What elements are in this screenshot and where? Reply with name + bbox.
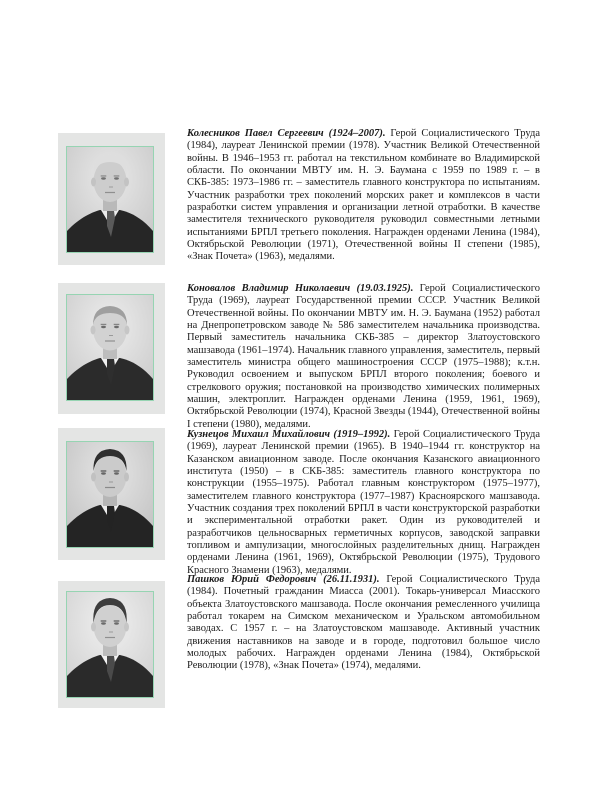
photo-frame [58,428,165,560]
person-bio: Герой Социалистического Труда (1984), лауреат Ленинской премии (1978). Участник Великой Отечественной войны. В 1946–1953 гг. работал на текстильном комбинате во Владимирской области. По окончании МВТУ им. Н. Э. Баумана с 1959 по 1989 г. – в СКБ-385: 1973–1986 гг. – заместитель главного конструктора по испытаниям. Участник разработки трех поколений морских ракет и комплексов в части разработки систем управления и организации летной отработки. В качестве заместителя технического руководителя руководил совместными летными испытаниями БРПЛ третьего поколения. Награжден орденами Ленина (1984), Октябрьской Революции (1971), Отечественной войны II степени (1985), «Знак Почета» (1963), медалями. [187,128,540,263]
biography-text [187,283,540,431]
portrait-illustration [67,442,153,547]
portrait-illustration [67,592,153,697]
photo-frame [58,133,165,265]
portrait-illustration [67,295,153,400]
photo-frame [58,581,165,708]
photo-frame [58,283,165,414]
portrait-photo [66,294,154,401]
biography-text [187,128,540,264]
person-bio: Герой Социалистического Труда (1969), лауреат Государственной премии СССР. Участник Великой Отечественной войны. По окончании МВТУ им. Н. Э. Баумана (1952) работал на Днепропетровском заводе № 586 заместителем начальника производства. Первый заместитель начальника СКБ-385 – директор Златоустовского машзавода (1961–1974). Начальник главного управления, заместитель, первый заместитель министра общего машиностроения СССР (1975–1988); к.т.н. Руководил освоением и выпуском БРПЛ второго поколения; боевого и стрелкового оружия; постановкой на производство химических полимерных машин, электроплит. Награжден орденами Ленина (1959, 1961, 1969), Октябрьской Революции (1974), Красной Звезды (1944), Отечественной войны I степени (1980), медалями. [187,283,540,430]
portrait-illustration [67,147,153,252]
portrait-photo [66,146,154,253]
biography-text [187,574,540,673]
biography-text [187,429,540,577]
person-name: Коновалов Владимир Николаевич (19.03.1925). [187,283,414,294]
portrait-photo [66,441,154,548]
person-bio: Герой Социалистического Труда (1969), лауреат Ленинской премии (1965). В 1940–1944 гг. конструктор на Казанском авиационном заводе. После окончания Казанского авиационного института (1950) – в СКБ-385: заместитель главного конструктора по конструкции (1955–1975). Работал главным конструктором (1975–1977), заместителем главного конструктора (1977–1987) Красноярского машзавода. Участник создания трех поколений БРПЛ в части конструкторской разработки и экспериментальной отработки ракет. Один из руководителей и разработчиков цельносварных герметичных корпусов, заводской заправки топливом и ампулизации, многослойных разделительных днищ. Награжден орденами Ленина (1961, 1969), Октябрьской Революции (1975), Трудового Красного Знамени (1963), медалями. [187,429,540,576]
person-name: Пашков Юрий Федорович (26.11.1931). [187,574,380,585]
person-name: Колесников Павел Сергеевич (1924–2007). [187,128,386,139]
person-name: Кузнецов Михаил Михайлович (1919–1992). [187,429,391,440]
person-bio: Герой Социалистического Труда (1984). Почетный гражданин Миасса (2001). Токарь-универсал Миасского объекта Златоустовского машзавода. После окончания ремесленного училища работал токарем на Симском механическом и Уральском автомобильном заводах. С 1957 г. – на Златоустовском машзаводе. Активный участник движения наставников на заводе и в городе, подготовил большое число молодых рабочих. Награжден орденами Ленина (1984), Октябрьской Революции (1978), «Знак Почета» (1974), медалями. [187,574,540,672]
portrait-photo [66,591,154,698]
